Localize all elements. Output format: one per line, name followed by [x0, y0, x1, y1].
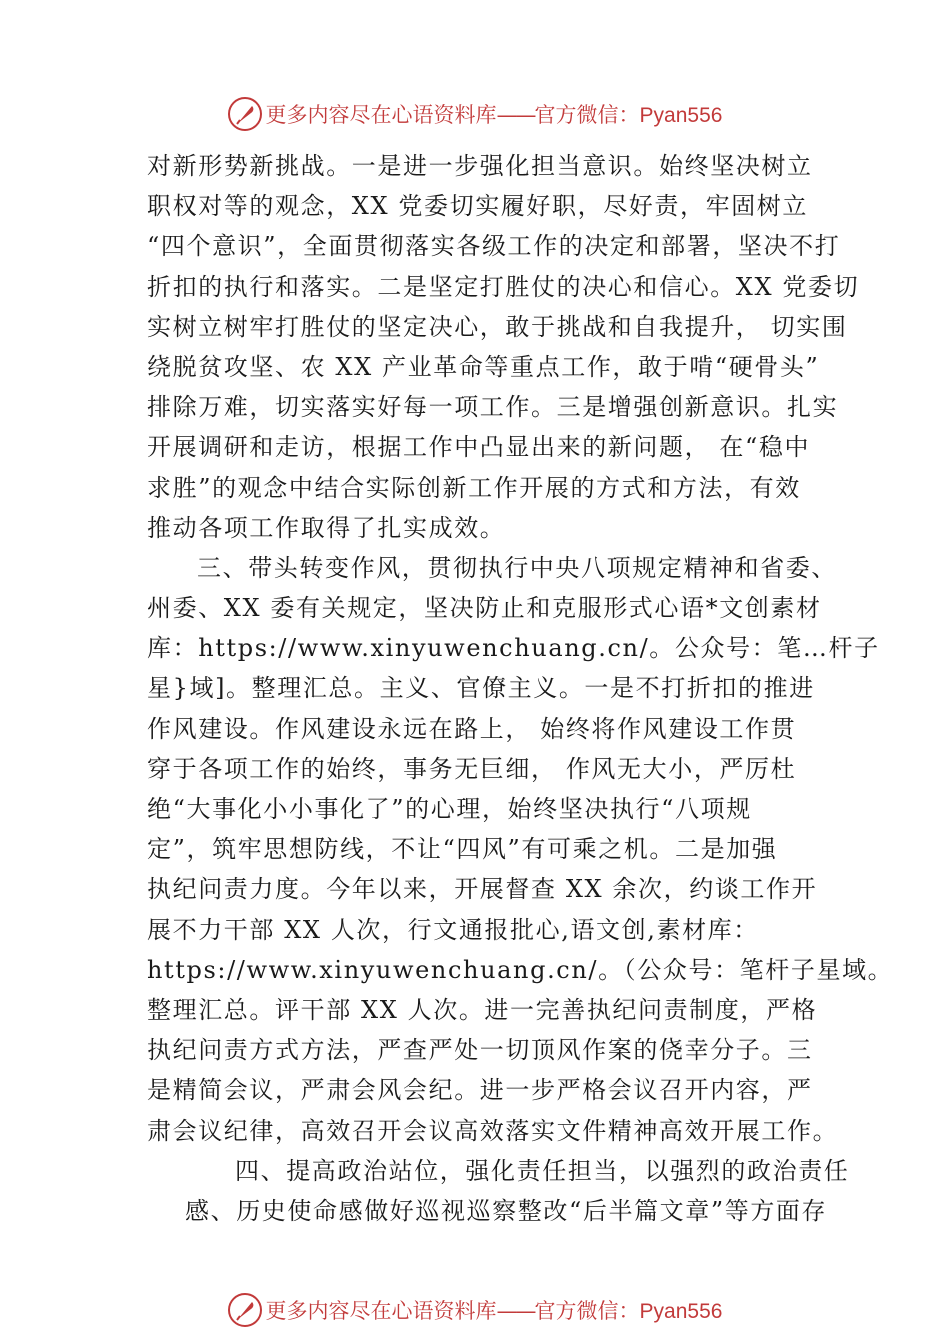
body-line: 执纪问责力度。今年以来，开展督查 XX 余次，约谈工作开 — [147, 875, 818, 904]
body-line: 四、提高政治站位，强化责任担当，以强烈的政治责任 — [235, 1156, 850, 1185]
body-line: 州委、XX 委有关规定，坚决防止和克服形式心语*文创素材 — [147, 594, 822, 623]
watermark-account: Pyan556 — [639, 104, 723, 127]
watermark-label: 官方微信： — [534, 1299, 640, 1323]
quill-logo-icon — [228, 1293, 262, 1327]
body-line: 绝“大事化小小事化了”的心理，始终坚决执行“八项规 — [147, 795, 752, 823]
watermark-label: 官方微信： — [534, 103, 640, 127]
body-line: 排除万难，切实落实好每一项工作。三是增强创新意识。扎实 — [147, 393, 839, 422]
body-line: 执纪问责方式方法，严查严处一切顶风作案的侥幸分子。三 — [147, 1036, 813, 1065]
body-line: 展不力干部 XX 人次，行文通报批心,语文创,素材库： — [147, 915, 759, 944]
body-line: 作风建设。作风建设永远在路上， 始终将作风建设工作贯 — [147, 714, 797, 743]
body-line: 求胜”的观念中结合实际创新工作开展的方式和方法，有效 — [147, 473, 801, 502]
watermark-suffix — [497, 1295, 723, 1325]
body-line: 职权对等的观念，XX 党委切实履好职，尽好责，牢固树立 — [147, 192, 808, 221]
body-line: 整理汇总。评干部 XX 人次。进一完善执纪问责制度，严格 — [147, 995, 818, 1024]
watermark-text: 更多内容尽在心语资料库 — [265, 1299, 497, 1323]
watermark-account: Pyan556 — [639, 1300, 723, 1323]
body-line: 折扣的执行和落实。二是坚定打胜仗的决心和信心。XX 党委切 — [147, 272, 860, 301]
document-body — [147, 146, 894, 1231]
body-line: https://www.xinyuwenchuang.cn/。（公众号：笔杆子星域。 — [147, 955, 894, 984]
watermark-dash: —— — [496, 103, 535, 127]
body-line: 定”，筑牢思想防线，不让“四风”有可乘之机。二是加强 — [147, 835, 778, 864]
body-line: “四个意识”，全面贯彻落实各级工作的决定和部署，坚决不打 — [147, 232, 841, 261]
body-line: 库：https://www.xinyuwenchuang.cn/。公众号：笔…杆子 — [147, 634, 880, 663]
watermark-text: 更多内容尽在心语资料库 — [265, 103, 497, 127]
body-line: 绕脱贫攻坚、农 XX 产业革命等重点工作，敢于啃“硬骨头” — [147, 352, 820, 381]
body-line: 实树立树牢打胜仗的坚定决心，敢于挑战和自我提升， 切实围 — [147, 312, 848, 341]
body-line: 三、带头转变作风，贯彻执行中央八项规定精神和省委、 — [197, 553, 837, 582]
watermark-footer — [0, 1290, 950, 1330]
watermark-suffix — [497, 99, 723, 129]
body-line: 肃会议纪律，高效召开会议高效落实文件精神高效开展工作。 — [147, 1116, 839, 1145]
body-line: 是精简会议，严肃会风会纪。进一步严格会议召开内容，严 — [147, 1076, 813, 1105]
body-line: 开展调研和走访，根据工作中凸显出来的新问题， 在“稳中 — [147, 433, 811, 462]
watermark-dash: —— — [496, 1299, 535, 1323]
body-line: 穿于各项工作的始终，事务无巨细， 作风无大小，严厉杜 — [147, 754, 797, 783]
body-line: 推动各项工作取得了扎实成效。 — [147, 513, 506, 542]
body-line: 对新形势新挑战。一是进一步强化担当意识。始终坚决树立 — [147, 152, 813, 180]
quill-logo-icon — [228, 97, 262, 131]
body-line: 感、历史使命感做好巡视巡察整改“后半篇文章”等方面存 — [185, 1196, 828, 1225]
watermark-header — [0, 94, 950, 134]
body-line: 星}域]。整理汇总。主义、官僚主义。一是不打折扣的推进 — [147, 674, 815, 703]
